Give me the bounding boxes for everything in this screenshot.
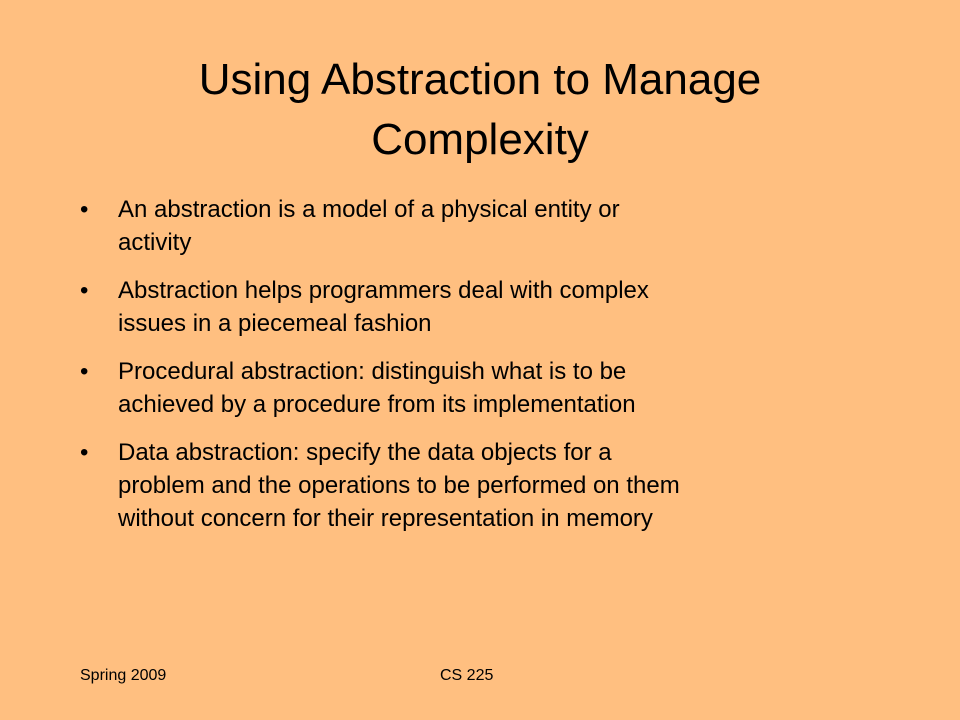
slide-title: [48, 50, 912, 170]
bullet-list: [80, 193, 870, 550]
footer-date: Spring 2009: [80, 667, 167, 684]
footer-course: CS 225: [440, 667, 494, 684]
bullet-text-line: achieved by a procedure from its implementation: [118, 391, 636, 418]
bullet-icon: •: [80, 358, 89, 385]
bullet-text-line: without concern for their representation in memory: [118, 505, 653, 532]
slide-title-line: Complexity: [371, 115, 589, 164]
bullet-item: [80, 274, 870, 340]
bullet-icon: •: [80, 277, 89, 304]
bullet-text-line: Abstraction helps programmers deal with complex: [118, 277, 649, 304]
bullet-item: [80, 355, 870, 421]
slide-title-line: Using Abstraction to Manage: [198, 55, 762, 104]
bullet-text-line: issues in a piecemeal fashion: [118, 310, 432, 337]
bullet-item: [80, 193, 870, 259]
bullet-text-line: Procedural abstraction: distinguish what is to be: [118, 358, 627, 385]
bullet-icon: •: [80, 439, 89, 466]
bullet-text-line: Data abstraction: specify the data objects for a: [118, 439, 612, 466]
bullet-icon: •: [80, 196, 89, 223]
bullet-text-line: problem and the operations to be performed on them: [118, 472, 680, 499]
bullet-item: [80, 436, 870, 535]
bullet-text-line: activity: [118, 229, 192, 256]
bullet-text-line: An abstraction is a model of a physical entity or: [118, 196, 620, 223]
